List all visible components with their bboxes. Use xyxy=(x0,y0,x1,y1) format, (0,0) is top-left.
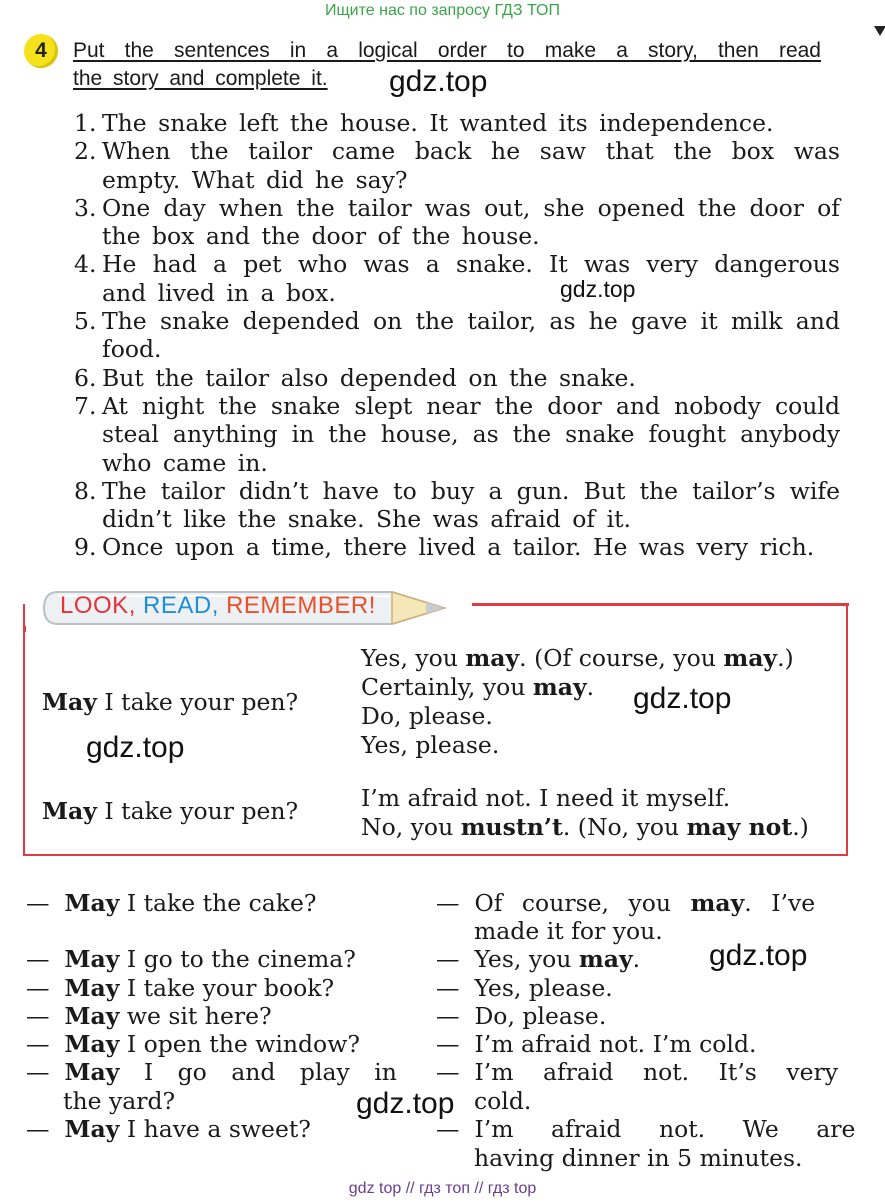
story-item: 8. The tailor didn’t have to buy a gun. But the tailor’s wife didn’t like the snake. She was afraid of it. xyxy=(74,476,840,534)
dialogue-question: — May I open the window? xyxy=(26,1030,360,1058)
banner-look: LOOK, xyxy=(60,592,136,619)
rule-answers-no xyxy=(361,784,809,842)
story-item: 9. Once upon a time, there lived a tailor. He was very rich. xyxy=(74,533,815,562)
rule-answer: Do, please. xyxy=(361,702,493,730)
dialogue-answer: — Do, please. xyxy=(436,1002,607,1030)
story-item: 3. One day when the tailor was out, she opened the door of the box and the door of the house. xyxy=(74,193,840,251)
dialogue-answer: — Yes, you may. xyxy=(436,945,641,973)
rule-question-1: May I take your pen? xyxy=(42,688,299,716)
dialogue-question: — May I go and play in xyxy=(26,1058,397,1086)
dialogue-question: — May we sit here? xyxy=(26,1002,272,1030)
watermark: gdz.top xyxy=(389,65,488,98)
dialogue-question: — May I take your book? xyxy=(26,974,335,1002)
rule-answer: No, you mustn’t. (No, you may not.) xyxy=(361,813,809,841)
story-item: 4. He had a pet who was a snake. It was very dangerous and lived in a box. xyxy=(74,250,840,307)
rule-answer: Yes, you may. (Of course, you may.) xyxy=(361,644,794,672)
instruction-line1: Put the sentences in a logical order to make a story, then read xyxy=(73,39,821,62)
dialogue-answer-cont: cold. xyxy=(474,1087,532,1115)
dialogue-answer-cont: made it for you. xyxy=(474,917,663,945)
instruction-line2: the story and complete it. xyxy=(73,67,328,90)
watermark: gdz.top xyxy=(560,276,636,302)
story-item: 5. The snake depended on the tailor, as he gave it milk and food. xyxy=(74,307,840,364)
story-item: 6. But the tailor also depended on the snake. xyxy=(74,363,636,392)
watermark: gdz.top xyxy=(86,731,185,764)
story-item: 2. When the tailor came back he saw that the box was empty. What did he say? xyxy=(74,137,840,194)
watermark: gdz.top xyxy=(633,682,732,715)
watermark: gdz.top xyxy=(709,939,808,972)
rule-answer: Yes, please. xyxy=(361,731,500,759)
dialogue-question: — May I go to the cinema? xyxy=(26,945,356,973)
dialogue-answer: — I’m afraid not. I’m cold. xyxy=(436,1030,757,1058)
top-banner[interactable]: Ищите нас по запросу ГДЗ ТОП xyxy=(325,2,560,19)
dialogue-answer: — Of course, you may. I’ve xyxy=(436,889,816,917)
banner-remember: REMEMBER! xyxy=(226,592,376,619)
corner-mark xyxy=(874,26,885,36)
footer-links[interactable]: gdz top // гдз топ // гдз top xyxy=(348,1180,537,1197)
dialogue-question-cont: the yard? xyxy=(63,1087,176,1115)
rule-answer: Certainly, you may. xyxy=(361,673,595,701)
dialogue-answer: — I’m afraid not. It’s very xyxy=(436,1058,839,1086)
story-item: 1. The snake left the house. It wanted its independence. xyxy=(74,109,774,137)
story-item: 7. At night the snake slept near the door and nobody could steal anything in the house, as the snake fought anybody who came in. xyxy=(74,391,840,477)
task-number-badge: 4 xyxy=(24,34,58,68)
rule-box-left-top xyxy=(23,626,26,632)
rule-question-2: May I take your pen? xyxy=(42,797,299,825)
dialogue-question: — May I have a sweet? xyxy=(26,1115,311,1143)
dialogue-answer: — I’m afraid not. We are xyxy=(436,1115,856,1143)
watermark: gdz.top xyxy=(356,1087,455,1120)
rule-answer: I’m afraid not. I need it myself. xyxy=(361,784,731,812)
banner-read: READ, xyxy=(143,592,219,619)
story-list xyxy=(74,109,840,562)
dialogue-answer: — Yes, please. xyxy=(436,974,613,1002)
dialogue-question: — May I take the cake? xyxy=(26,889,317,917)
dialogue-answer-cont: having dinner in 5 minutes. xyxy=(474,1144,803,1172)
